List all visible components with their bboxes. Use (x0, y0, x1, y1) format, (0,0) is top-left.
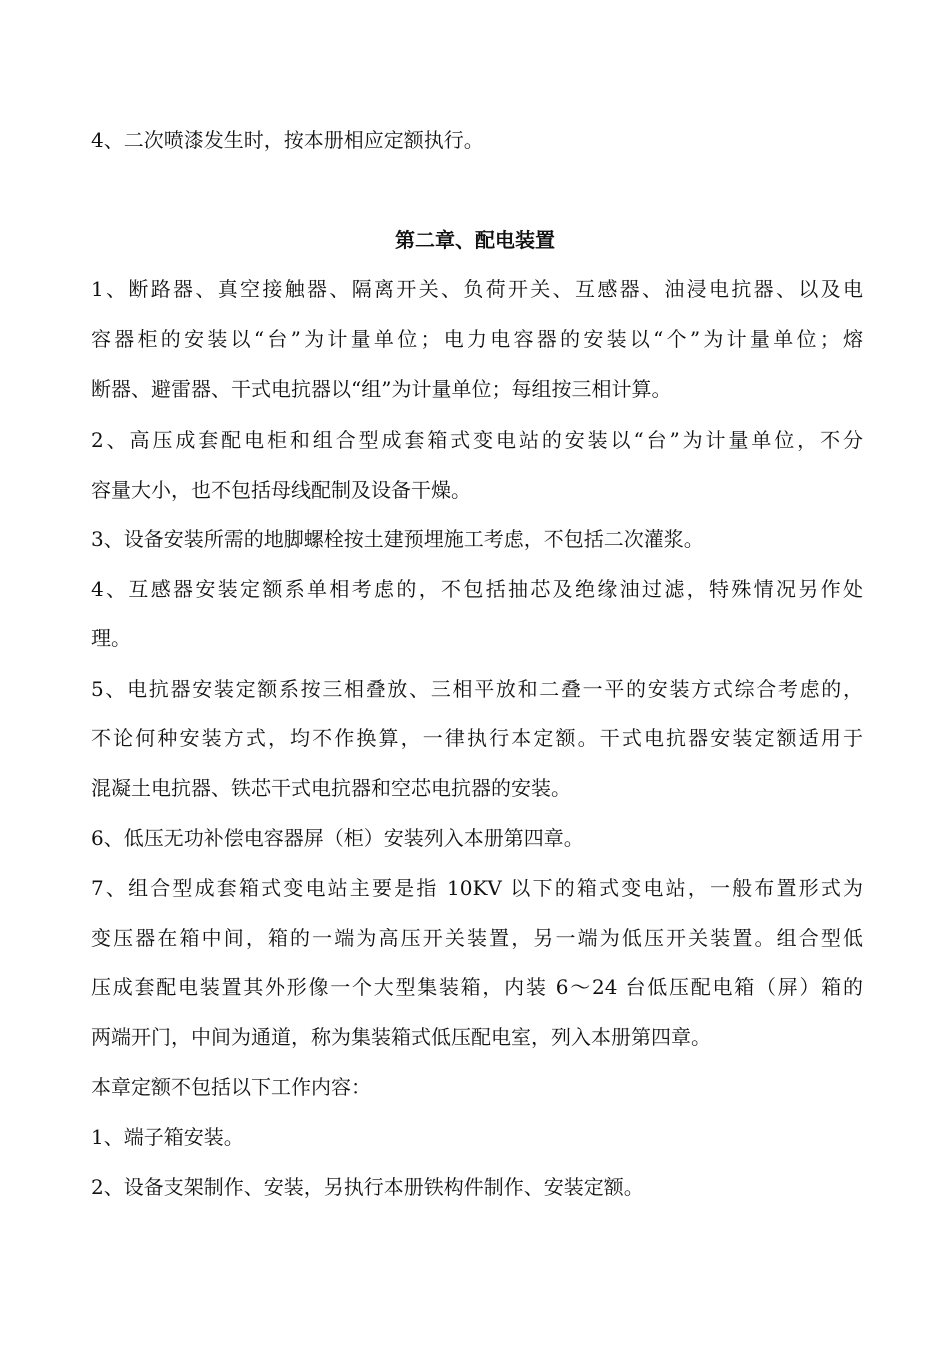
item-2-line-1: 2、高压成套配电柜和组合型成套箱式变电站的安装以“台”为计量单位，不分 (91, 428, 863, 452)
item-7-line-3: 压成套配电装置其外形像一个大型集装箱，内装 6～24 台低压配电箱（屏）箱的 (91, 975, 863, 999)
item-7-line-4: 两端开门，中间为通道，称为集装箱式低压配电室，列入本册第四章。 (91, 1025, 711, 1049)
item-1-line-2: 容器柜的安装以“台”为计量单位；电力电容器的安装以“个”为计量单位；熔 (91, 327, 863, 351)
exclusions-title: 本章定额不包括以下工作内容： (91, 1075, 371, 1099)
item-5-line-1: 5、电抗器安装定额系按三相叠放、三相平放和二叠一平的安装方式综合考虑的， (91, 677, 863, 701)
item-4-line-1: 4、互感器安装定额系单相考虑的，不包括抽芯及绝缘油过滤，特殊情况另作处 (91, 577, 863, 601)
item-4-line-2: 理。 (91, 626, 131, 650)
item-5-line-3: 混凝土电抗器、铁芯干式电抗器和空芯电抗器的安装。 (91, 776, 571, 800)
item-7-line-2: 变压器在箱中间，箱的一端为高压开关装置，另一端为低压开关装置。组合型低 (91, 926, 863, 950)
item-6-line-1: 6、低压无功补偿电容器屏（柜）安装列入本册第四章。 (91, 826, 584, 850)
item-5-line-2: 不论何种安装方式，均不作换算，一律执行本定额。干式电抗器安装定额适用于 (91, 726, 863, 750)
exclusion-item-2: 2、设备支架制作、安装，另执行本册铁构件制作、安装定额。 (91, 1175, 644, 1199)
exclusion-item-1: 1、端子箱安装。 (91, 1125, 244, 1149)
item-1-line-1: 1、断路器、真空接触器、隔离开关、负荷开关、互感器、油浸电抗器、以及电 (91, 277, 863, 301)
item-1-line-3: 断器、避雷器、干式电抗器以“组”为计量单位；每组按三相计算。 (91, 377, 672, 401)
item-2-line-2: 容量大小，也不包括母线配制及设备干燥。 (91, 478, 471, 502)
item-7-line-1: 7、组合型成套箱式变电站主要是指 10KV 以下的箱式变电站，一般布置形式为 (91, 876, 863, 900)
item-3-line-1: 3、设备安装所需的地脚螺栓按土建预埋施工考虑，不包括二次灌浆。 (91, 527, 704, 551)
chapter-title: 第二章、配电装置 (395, 228, 555, 252)
intro-paragraph: 4、二次喷漆发生时，按本册相应定额执行。 (91, 128, 484, 152)
